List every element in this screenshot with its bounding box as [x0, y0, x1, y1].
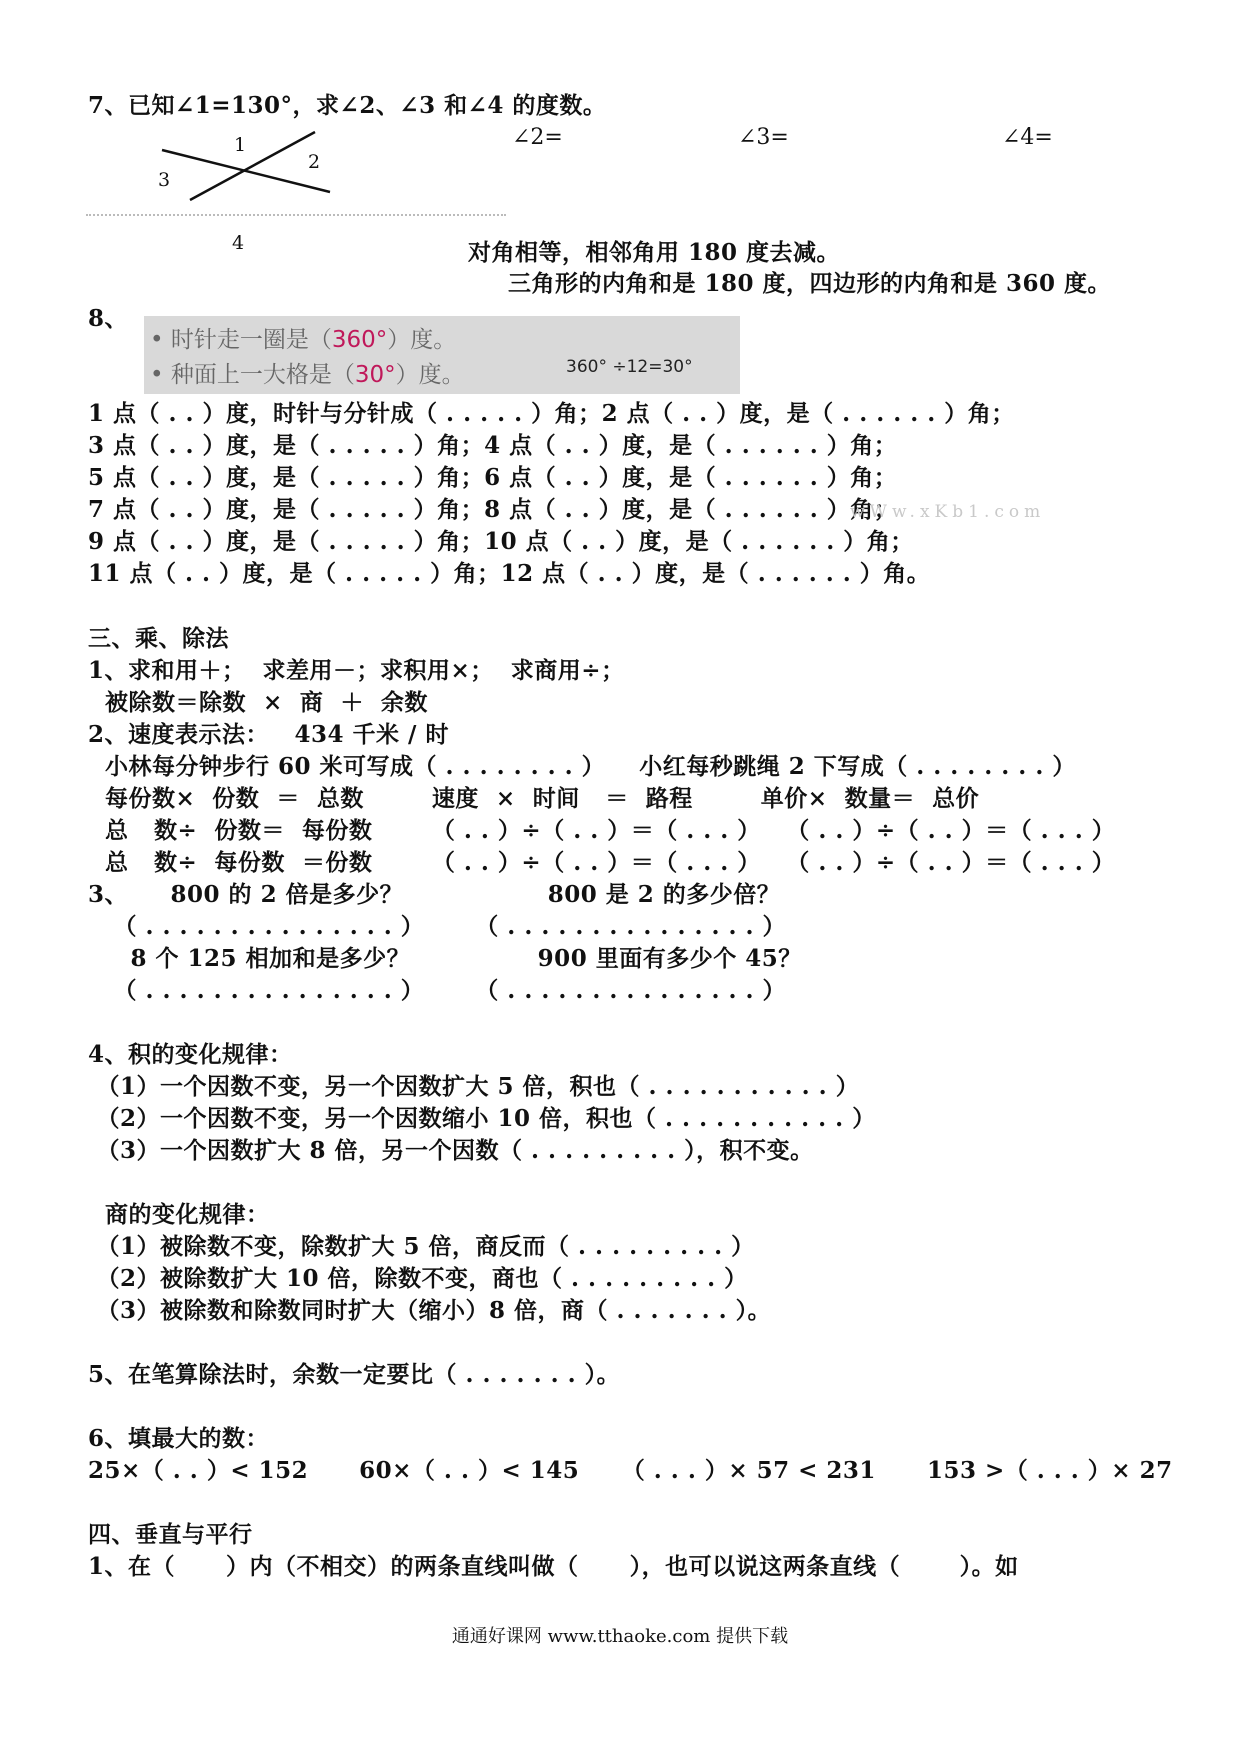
s3-line: （1）一个因数不变，另一个因数扩大 5 倍，积也（ . . . . . . . . . . . ）: [88, 1073, 860, 1100]
line-b: [190, 132, 315, 200]
s3-line: （1）被除数不变，除数扩大 5 倍，商反而（ . . . . . . . . . ）: [88, 1233, 755, 1260]
fact2-suffix: ）度。: [395, 362, 465, 388]
s3-line: （ . . . . . . . . . . . . . . . ） （ . . . . . . . . . . . . . . . ）: [88, 913, 787, 940]
q8-row-3: 5 点（ . . ）度，是（ . . . . . ）角；6 点（ . . ）度，是（ . . . . . . ）角；: [88, 464, 898, 491]
s3-line: （ . . . . . . . . . . . . . . . ） （ . . . . . . . . . . . . . . . ）: [88, 977, 787, 1004]
angle2-answer: ∠2=: [512, 125, 563, 150]
clock-facts-box: [144, 316, 740, 394]
angle-label-1: 1: [234, 134, 247, 156]
s3-line: 1、求和用＋； 求差用－；求积用×； 求商用÷；: [88, 657, 625, 684]
fact1-suffix: ）度。: [387, 327, 457, 353]
s3-line: （3）一个因数扩大 8 倍，另一个因数（ . . . . . . . . . ），积不变。: [88, 1137, 814, 1164]
angle4-answer: ∠4=: [1002, 125, 1053, 150]
q8-row-4: 7 点（ . . ）度，是（ . . . . . ）角；8 点（ . . ）度，是（ . . . . . . ）角；: [88, 496, 898, 523]
q7-title: 7、已知∠1=130°，求∠2、∠3 和∠4 的度数。: [88, 92, 607, 119]
s4-line-1: 1、在（ ）内（不相交）的两条直线叫做（ ），也可以说这两条直线（ ）。如: [88, 1553, 1019, 1580]
s3-line: 2、速度表示法： 434 千米 / 时: [88, 721, 449, 748]
fact1-value: 360°: [331, 327, 388, 353]
q8-row-6: 11 点（ . . ）度，是（ . . . . . ）角；12 点（ . . ）度，是（ . . . . . . ）角。: [88, 560, 931, 587]
line-a: [162, 150, 330, 192]
s3-line: 5、在笔算除法时，余数一定要比（ . . . . . . . ）。: [88, 1361, 621, 1388]
s3-line: 8 个 125 相加和是多少？ 900 里面有多少个 45？: [88, 945, 802, 972]
q7-hint-1: 对角相等，相邻角用 180 度去减。: [468, 239, 841, 266]
q8-row-5: 9 点（ . . ）度，是（ . . . . . ）角；10 点（ . . ）度，是（ . . . . . . ）角；: [88, 528, 914, 555]
s3-line: 小林每分钟步行 60 米可写成（ . . . . . . . . ） 小红每秒跳绳 2 下写成（ . . . . . . . . ）: [88, 753, 1076, 780]
clock-calc: 360° ÷12=30°: [566, 357, 693, 377]
fact2-prefix: • 种面上一大格是（: [150, 362, 355, 388]
s3-line: 4、积的变化规律：: [88, 1041, 293, 1068]
s3-line: （2）被除数扩大 10 倍，除数不变，商也（ . . . . . . . . . ）: [88, 1265, 748, 1292]
s3-line: 每份数× 份数 ＝ 总数 速度 × 时间 ＝ 路程 单价× 数量＝ 总价: [88, 785, 980, 812]
angle-label-3: 3: [158, 169, 171, 191]
s3-line: （3）被除数和除数同时扩大（缩小）8 倍，商（ . . . . . . . ）。: [88, 1297, 772, 1324]
angle-label-2: 2: [308, 151, 321, 173]
q8-label: 8、: [88, 305, 129, 332]
section3-title: 三、乘、除法: [88, 625, 229, 652]
s3-line: 总 数÷ 每份数 ＝份数 （ . . ）÷（ . . ）＝（ . . . ） （ . . ）÷（ . . ）＝（ . . . ）: [88, 849, 1116, 876]
angle-label-4: 4: [232, 232, 245, 254]
dotted-separator: [86, 214, 506, 216]
clock-fact-2: [150, 356, 465, 389]
fact1-prefix: • 时针走一圈是（: [150, 327, 332, 353]
section4-title: 四、垂直与平行: [88, 1521, 253, 1548]
watermark: wWw.xKb1.com: [850, 502, 1046, 522]
clock-fact-1: [150, 321, 456, 354]
q7-hint-2: 三角形的内角和是 180 度，四边形的内角和是 360 度。: [508, 270, 1112, 297]
q8-row-2: 3 点（ . . ）度，是（ . . . . . ）角；4 点（ . . ）度，是（ . . . . . . ）角；: [88, 432, 898, 459]
q8-row-1: 1 点（ . . ）度，时针与分针成（ . . . . . ）角；2 点（ . . ）度，是（ . . . . . . ）角；: [88, 400, 1015, 427]
s3-line: 3、 800 的 2 倍是多少？ 800 是 2 的多少倍？: [88, 881, 781, 908]
intersecting-lines-figure: [150, 128, 350, 258]
footer: 通通好课网 www.tthaoke.com 提供下载: [451, 1626, 789, 1647]
s3-line: 总 数÷ 份数＝ 每份数 （ . . ）÷（ . . ）＝（ . . . ） （ . . ）÷（ . . ）＝（ . . . ）: [88, 817, 1116, 844]
angle3-answer: ∠3=: [738, 125, 789, 150]
s3-line: 商的变化规律：: [88, 1201, 270, 1228]
fact2-value: 30°: [354, 362, 396, 388]
s3-line: 被除数＝除数 × 商 ＋ 余数: [88, 689, 428, 716]
s3-line: （2）一个因数不变，另一个因数缩小 10 倍，积也（ . . . . . . . . . . . ）: [88, 1105, 876, 1132]
s3-line: 6、填最大的数：: [88, 1425, 270, 1452]
s3-line: 25×（ . . ）< 152 60×（ . . ）< 145 （ . . . ）× 57 < 231 153 >（ . . . ）× 27: [88, 1457, 1173, 1484]
